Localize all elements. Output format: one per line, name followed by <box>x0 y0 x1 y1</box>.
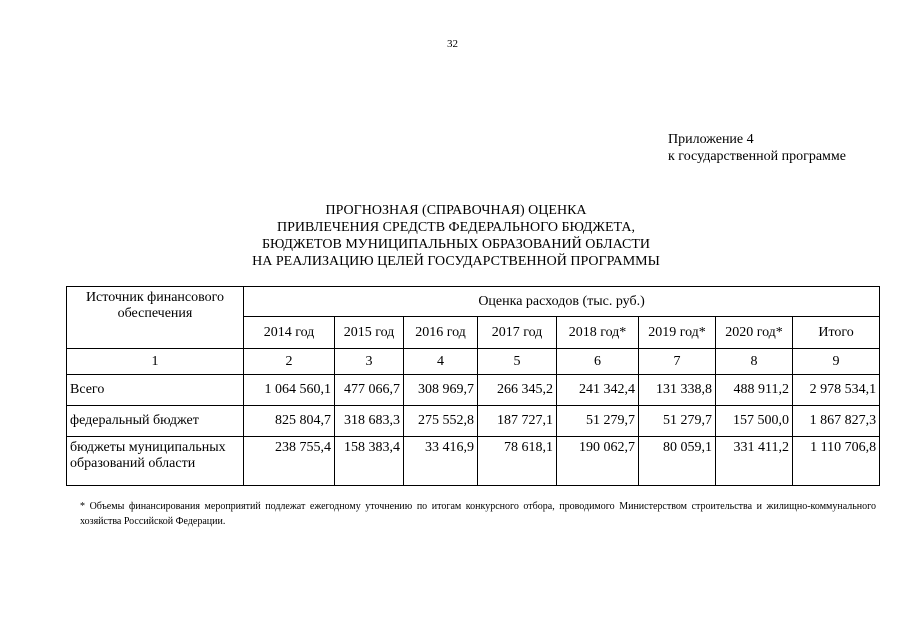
total-value-cell: 2 978 534,1 <box>793 375 880 406</box>
value-cell: 275 552,8 <box>404 406 478 437</box>
estimate-header-cell: Оценка расходов (тыс. руб.) <box>244 287 880 317</box>
year-header-cell: 2020 год* <box>716 317 793 349</box>
column-number-row <box>67 349 880 375</box>
year-header-cell: 2019 год* <box>639 317 716 349</box>
column-number-cell: 7 <box>639 349 716 375</box>
source-header-cell: Источник финансового обеспечения <box>67 287 244 349</box>
appendix-line-1: Приложение 4 <box>668 132 754 147</box>
value-cell: 158 383,4 <box>335 437 404 486</box>
appendix-line-2: к государственной программе <box>668 149 846 164</box>
value-cell: 33 416,9 <box>404 437 478 486</box>
value-cell: 80 059,1 <box>639 437 716 486</box>
year-header-cell: 2016 год <box>404 317 478 349</box>
table-row-municipal <box>67 437 880 486</box>
page-number: 32 <box>447 38 458 50</box>
value-cell: 238 755,4 <box>244 437 335 486</box>
appendix-note <box>668 131 846 165</box>
footnote: * Объемы финансирования мероприятий подлежат ежегодному уточнению по итогам конкурсного отбора, проводимого Министерством строительства и жилищно-коммунального хозяйства Российской Федерации. <box>80 501 876 527</box>
column-number-cell: 9 <box>793 349 880 375</box>
table-row-total <box>67 375 880 406</box>
funding-table <box>66 286 880 486</box>
value-cell: 51 279,7 <box>557 406 639 437</box>
value-cell: 318 683,3 <box>335 406 404 437</box>
document-title <box>120 202 792 270</box>
value-cell: 51 279,7 <box>639 406 716 437</box>
value-cell: 190 062,7 <box>557 437 639 486</box>
value-cell: 187 727,1 <box>478 406 557 437</box>
title-line-4: НА РЕАЛИЗАЦИЮ ЦЕЛЕЙ ГОСУДАРСТВЕННОЙ ПРОГРАММЫ <box>252 254 660 269</box>
table-row-federal <box>67 406 880 437</box>
row-label: Всего <box>67 375 244 406</box>
table-header-row <box>67 287 880 317</box>
title-line-1: ПРОГНОЗНАЯ (СПРАВОЧНАЯ) ОЦЕНКА <box>325 203 587 218</box>
value-cell: 825 804,7 <box>244 406 335 437</box>
column-number-cell: 8 <box>716 349 793 375</box>
column-number-cell: 2 <box>244 349 335 375</box>
value-cell: 331 411,2 <box>716 437 793 486</box>
total-value-cell: 1 867 827,3 <box>793 406 880 437</box>
year-header-cell: 2017 год <box>478 317 557 349</box>
value-cell: 131 338,8 <box>639 375 716 406</box>
value-cell: 157 500,0 <box>716 406 793 437</box>
value-cell: 241 342,4 <box>557 375 639 406</box>
row-label: федеральный бюджет <box>67 406 244 437</box>
value-cell: 1 064 560,1 <box>244 375 335 406</box>
column-number-cell: 1 <box>67 349 244 375</box>
column-number-cell: 5 <box>478 349 557 375</box>
column-number-cell: 3 <box>335 349 404 375</box>
column-number-cell: 6 <box>557 349 639 375</box>
total-header-cell: Итого <box>793 317 880 349</box>
year-header-cell: 2014 год <box>244 317 335 349</box>
title-line-2: ПРИВЛЕЧЕНИЯ СРЕДСТВ ФЕДЕРАЛЬНОГО БЮДЖЕТА, <box>277 220 635 235</box>
year-header-cell: 2018 год* <box>557 317 639 349</box>
value-cell: 488 911,2 <box>716 375 793 406</box>
title-line-3: БЮДЖЕТОВ МУНИЦИПАЛЬНЫХ ОБРАЗОВАНИЙ ОБЛАСТИ <box>262 237 650 252</box>
row-label: бюджеты муниципальных образований области <box>67 437 244 486</box>
value-cell: 308 969,7 <box>404 375 478 406</box>
value-cell: 477 066,7 <box>335 375 404 406</box>
year-header-cell: 2015 год <box>335 317 404 349</box>
column-number-cell: 4 <box>404 349 478 375</box>
value-cell: 266 345,2 <box>478 375 557 406</box>
value-cell: 78 618,1 <box>478 437 557 486</box>
total-value-cell: 1 110 706,8 <box>793 437 880 486</box>
